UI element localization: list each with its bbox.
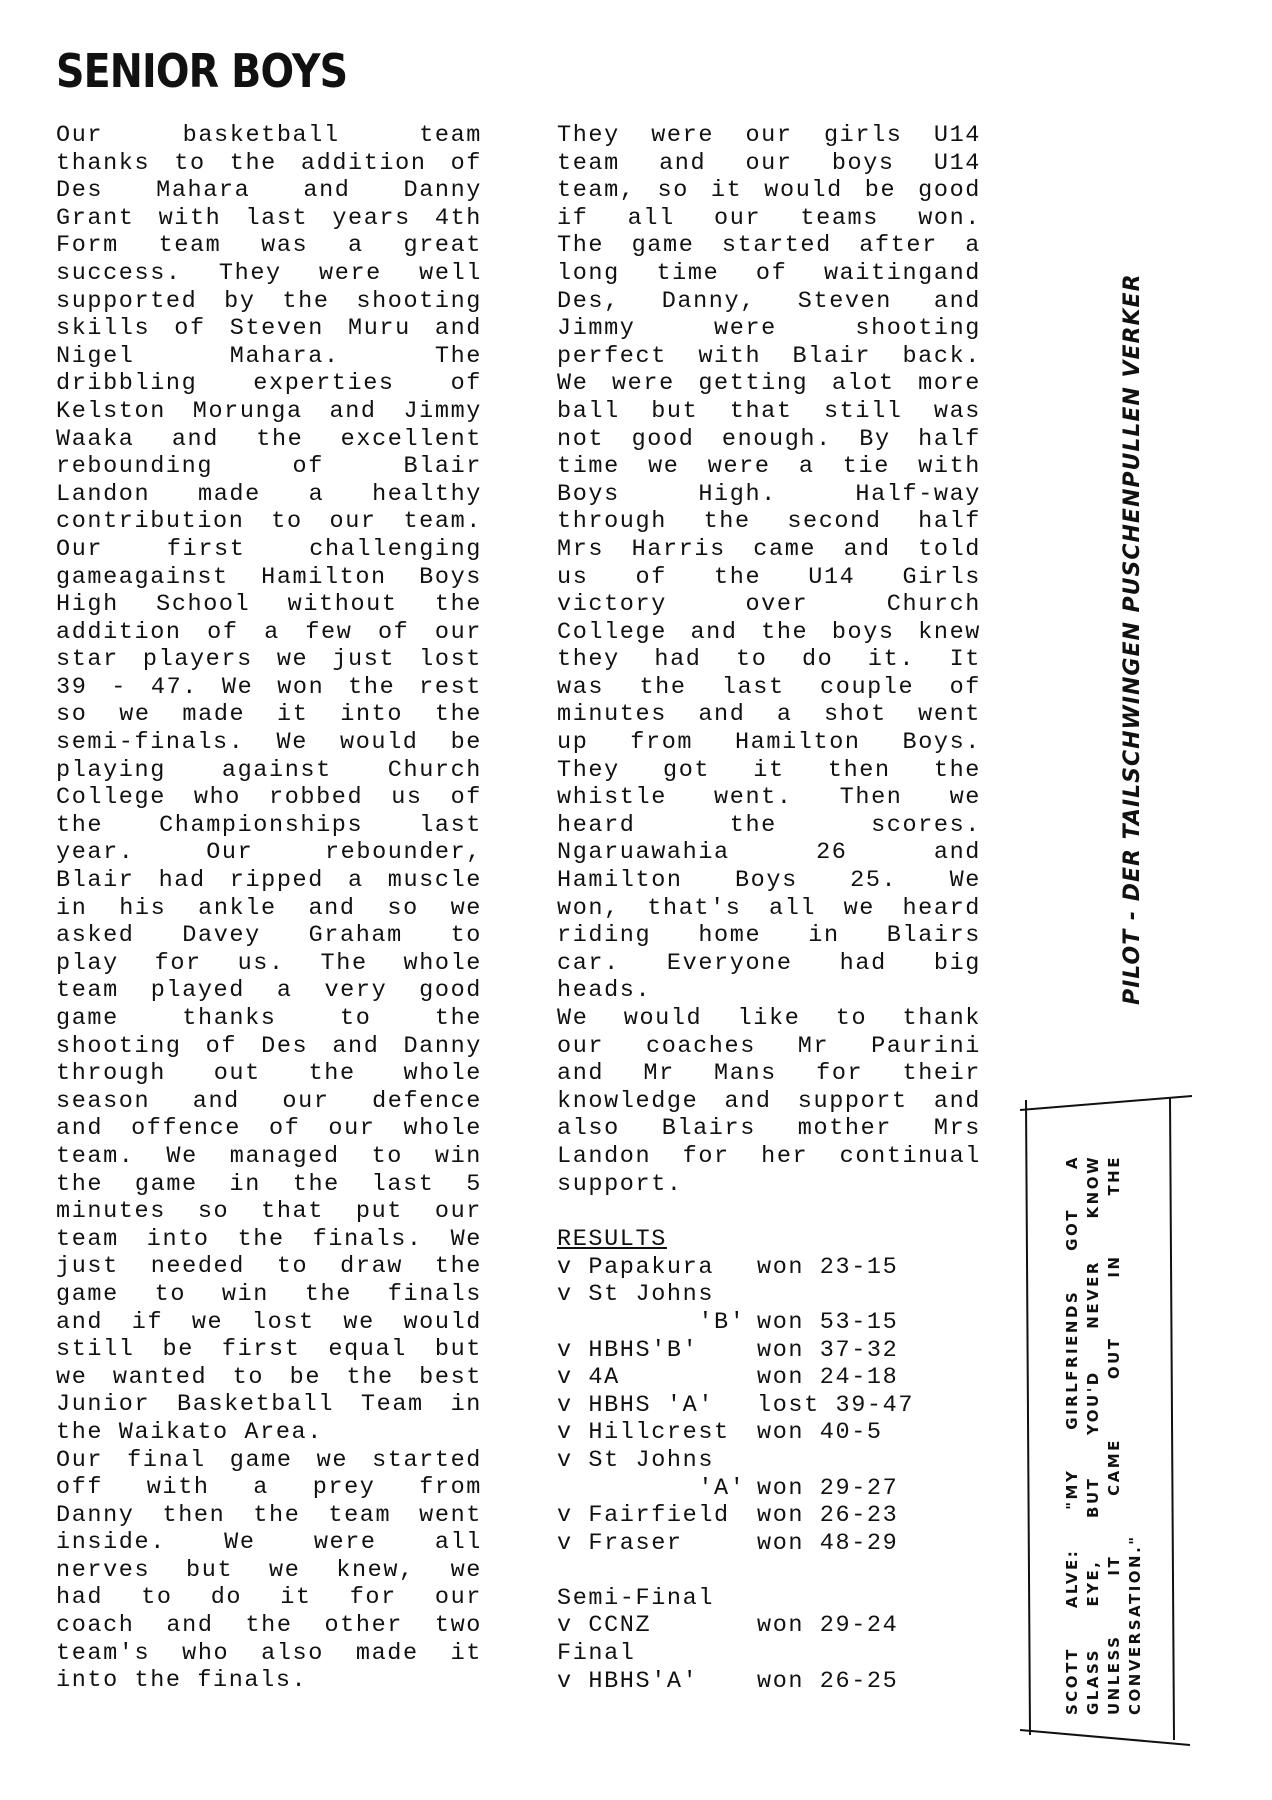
text-line: coach and the other two (56, 1612, 482, 1640)
text-line: semi-finals. We would be (56, 729, 482, 757)
text-line: High School without the (56, 591, 482, 619)
text-line: still be first equal but (56, 1336, 482, 1364)
text-line: minutes and a shot went (557, 701, 981, 729)
result-row (557, 1392, 981, 1420)
text-line: also Blairs mother Mrs (557, 1115, 981, 1143)
text-line: team's who also made it (56, 1639, 482, 1667)
text-line: addition of a few of our (56, 618, 482, 646)
text-line: and offence of our whole (56, 1115, 482, 1143)
result-score: won 29-27 (757, 1474, 899, 1502)
result-row (557, 1337, 981, 1365)
text-line: won, that's all we heard (557, 894, 981, 922)
text-line: We were getting alot more (557, 370, 981, 398)
text-line: star players we just lost (56, 646, 482, 674)
text-line: nerves but we knew, we (56, 1556, 482, 1584)
text-line: just needed to draw the (56, 1253, 482, 1281)
result-row (557, 1530, 981, 1558)
text-line: Blair had ripped a muscle (56, 867, 482, 895)
text-line: rebounding of Blair (56, 453, 482, 481)
text-line: was the last couple of (557, 673, 981, 701)
results-heading: RESULTS (557, 1226, 667, 1254)
text-line: in his ankle and so we (56, 894, 482, 922)
result-row (557, 1475, 981, 1503)
text-line: asked Davey Graham to (56, 922, 482, 950)
result-row (557, 1419, 981, 1447)
quote-line: SCOTT ALVE: "MY GIRLFRIENDS GOT A (1063, 1155, 1081, 1715)
text-line: through the second half (557, 508, 981, 536)
text-line: They were our girls U14 (557, 122, 981, 149)
result-score: won 29-24 (757, 1612, 899, 1640)
final-result (557, 1668, 981, 1696)
text-line: play for us. The whole (56, 949, 482, 977)
quote-text (1062, 1155, 1146, 1715)
text-line: support. (557, 1170, 683, 1198)
text-line: heads. (557, 977, 652, 1005)
text-line: dribbling experties of (56, 370, 482, 398)
results-list (557, 1254, 981, 1558)
result-opponent: v Hillcrest (557, 1419, 730, 1447)
article-right-column (557, 122, 981, 1695)
text-line: Danny then the team went (56, 1501, 482, 1529)
text-line: contribution to our team. (56, 508, 482, 536)
text-line: had to do it for our (56, 1584, 482, 1612)
quote-line: GLASS EYE, BUT YOU'D NEVER KNOW (1084, 1155, 1102, 1715)
text-line: minutes so that put our (56, 1198, 482, 1226)
text-line: ball but that still was (557, 397, 981, 425)
side-title: PILOT - DER TAILSCHWINGEN PUSCHENPULLEN VERKER (1120, 273, 1145, 1005)
text-line: Mrs Harris came and told (557, 535, 981, 563)
quote-box (1020, 1090, 1195, 1750)
text-line: Form team was a great (56, 232, 482, 260)
text-line: Junior Basketball Team in (56, 1391, 482, 1419)
text-line: the Championships last (56, 811, 482, 839)
result-opponent: v 4A (557, 1364, 620, 1392)
result-score: won 37-32 (757, 1336, 899, 1364)
result-row (557, 1447, 981, 1475)
result-score: won 40-5 (757, 1419, 883, 1447)
text-line: Hamilton Boys 25. We (557, 867, 981, 895)
text-line: game to win the finals (56, 1280, 482, 1308)
text-line: They got it then the (557, 756, 981, 784)
result-score: won 26-25 (757, 1667, 899, 1695)
text-line: Kelston Morunga and Jimmy (56, 397, 482, 425)
text-line: Jimmy were shooting (557, 315, 981, 343)
text-line: The game started after a (557, 232, 981, 260)
text-line: team. We managed to win (56, 1142, 482, 1170)
result-opponent: v St Johns (557, 1281, 715, 1309)
text-line: team and our boys U14 (557, 149, 981, 177)
text-line: playing against Church (56, 756, 482, 784)
text-line: Our first challenging (56, 535, 482, 563)
result-row (557, 1254, 981, 1282)
text-line: heard the scores. (557, 811, 981, 839)
text-line: riding home in Blairs (557, 922, 981, 950)
text-line: up from Hamilton Boys. (557, 729, 981, 757)
article-right-text (557, 122, 981, 1198)
semi-final-result (557, 1612, 981, 1640)
result-score: won 23-15 (757, 1253, 899, 1281)
result-row (557, 1281, 981, 1309)
text-line: success. They were well (56, 259, 482, 287)
result-row (557, 1309, 981, 1337)
text-line: Landon made a healthy (56, 480, 482, 508)
text-line: supported by the shooting (56, 287, 482, 315)
result-score: won 26-23 (757, 1502, 899, 1530)
text-line: victory over Church (557, 591, 981, 619)
result-opponent: v Papakura (557, 1253, 715, 1281)
quote-line: CONVERSATION." (1126, 1534, 1144, 1715)
text-line: Our final game we started (56, 1446, 482, 1474)
text-line: College who robbed us of (56, 784, 482, 812)
text-line: Our basketball team (56, 122, 482, 149)
result-opponent: v Fraser (557, 1529, 683, 1557)
result-score: won 53-15 (757, 1308, 899, 1336)
text-line: through out the whole (56, 1060, 482, 1088)
text-line: whistle went. Then we (557, 784, 981, 812)
quote-line: UNLESS IT CAME OUT IN THE (1105, 1155, 1123, 1715)
text-line: the game in the last 5 (56, 1170, 482, 1198)
text-line: and Mr Mans for their (557, 1060, 981, 1088)
text-line: long time of waitingand (557, 259, 981, 287)
result-opponent: v St Johns (557, 1446, 715, 1474)
result-opponent: v Fairfield (557, 1502, 730, 1530)
result-opponent: v HBHS'B' (557, 1336, 699, 1364)
final-label: Final (557, 1640, 636, 1668)
text-line: thanks to the addition of (56, 149, 482, 177)
text-line: our coaches Mr Paurini (557, 1032, 981, 1060)
text-line: Des Mahara and Danny (56, 177, 482, 205)
result-row (557, 1364, 981, 1392)
text-line: Nigel Mahara. The (56, 342, 482, 370)
text-line: we wanted to be the best (56, 1363, 482, 1391)
result-opponent: 'A' (557, 1474, 746, 1502)
result-score: won 24-18 (757, 1364, 899, 1392)
text-line: team, so it would be good (557, 177, 981, 205)
text-line: us of the U14 Girls (557, 563, 981, 591)
text-line: Ngaruawahia 26 and (557, 839, 981, 867)
text-line: team played a very good (56, 977, 482, 1005)
text-line: We would like to thank (557, 1005, 981, 1032)
text-line: skills of Steven Muru and (56, 315, 482, 343)
text-line: inside. We were all (56, 1529, 482, 1557)
article-left-column (56, 122, 482, 1695)
result-score: won 48-29 (757, 1529, 899, 1557)
text-line: season and our defence (56, 1087, 482, 1115)
text-line: Des, Danny, Steven and (557, 287, 981, 315)
text-line: shooting of Des and Danny (56, 1032, 482, 1060)
text-line: not good enough. By half (557, 425, 981, 453)
result-opponent: v HBHS'A' (557, 1667, 699, 1695)
result-row (557, 1502, 981, 1530)
text-line: year. Our rebounder, (56, 839, 482, 867)
semi-final-label: Semi-Final (557, 1584, 715, 1612)
result-opponent: v HBHS 'A' (557, 1391, 715, 1419)
result-score: lost 39-47 (757, 1391, 915, 1419)
text-line: and if we lost we would (56, 1308, 482, 1336)
result-opponent: v CCNZ (557, 1612, 652, 1640)
text-line: Grant with last years 4th (56, 204, 482, 232)
text-line: if all our teams won. (557, 204, 981, 232)
text-line: into the finals. (56, 1667, 308, 1695)
text-line: gameagainst Hamilton Boys (56, 563, 482, 591)
page-title: SENIOR BOYS (56, 44, 348, 98)
text-line: the Waikato Area. (56, 1418, 323, 1446)
text-line: so we made it into the (56, 701, 482, 729)
text-line: team into the finals. We (56, 1225, 482, 1253)
text-line: they had to do it. It (557, 646, 981, 674)
text-line: Boys High. Half-way (557, 480, 981, 508)
text-line: 39 - 47. We won the rest (56, 673, 482, 701)
text-line: game thanks to the (56, 1005, 482, 1032)
text-line: perfect with Blair back. (557, 342, 981, 370)
text-line: time we were a tie with (557, 453, 981, 481)
text-line: car. Everyone had big (557, 949, 981, 977)
text-line: College and the boys knew (557, 618, 981, 646)
text-line: off with a prey from (56, 1474, 482, 1502)
text-line: knowledge and support and (557, 1087, 981, 1115)
text-line: Landon for her continual (557, 1142, 981, 1170)
text-line: Waaka and the excellent (56, 425, 482, 453)
result-opponent: 'B' (557, 1308, 746, 1336)
